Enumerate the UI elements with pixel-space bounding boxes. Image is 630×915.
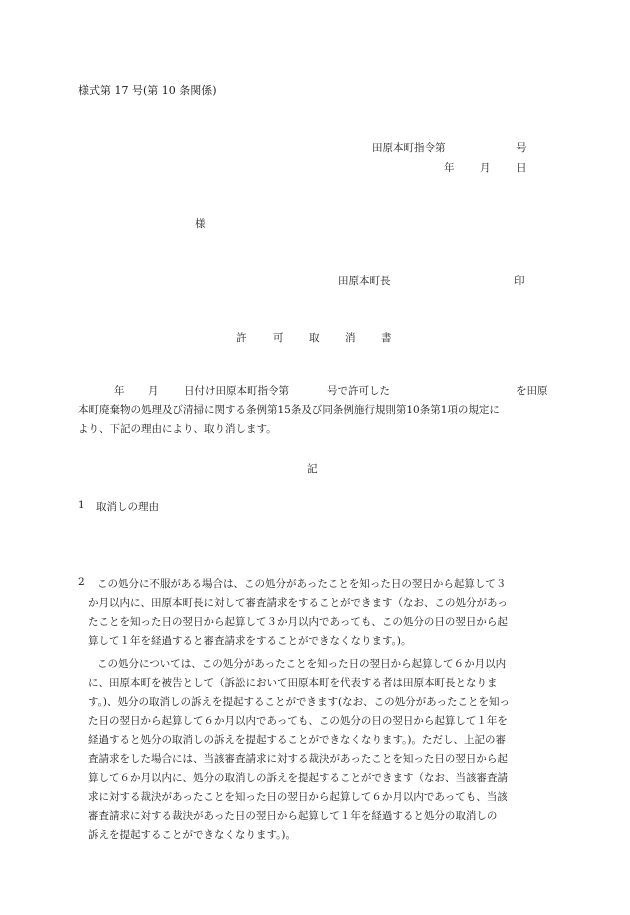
date-day-label: 日 [516, 162, 527, 174]
intro-permit-text: 号で許可した [327, 385, 390, 397]
title-char: 許 [236, 332, 247, 344]
section-2-line: か月以内に、田原本町長に対して審査請求をすることができます（なお、この処分があっ [88, 597, 508, 609]
title-char: 消 [345, 332, 356, 344]
reference-number-suffix: 号 [516, 142, 527, 154]
intro-date-ref: 日付け田原本町指令第 [184, 385, 289, 397]
section-2-line: この処分に不服がある場合は、この処分があったことを知った日の翌日から起算して３ [97, 578, 507, 590]
intro-continuation: を田原 [516, 385, 548, 397]
form-label: 様式第 17 号(第 10 条関係) [78, 84, 217, 97]
section-2-line: 査請求をした場合には、当該審査請求に対する裁決があったことを知った日の翌日から起 [88, 753, 508, 765]
section-2-line: す。)、処分の取消しの訴えを提起することができます(なお、この処分があったことを知っ [88, 696, 510, 708]
ki-heading: 記 [307, 463, 318, 475]
recipient-honorific: 様 [195, 218, 206, 230]
title-char: 可 [273, 332, 284, 344]
intro-month: 月 [148, 385, 159, 397]
section-2-line: 審査請求に対する裁決があった日の翌日から起算して１年を経過すると処分の取消しの [88, 810, 498, 822]
section-1-title: 取消しの理由 [96, 501, 159, 513]
seal-mark: 印 [514, 275, 525, 287]
section-2-line: た日の翌日から起算して６か月以内であっても、この処分の日の翌日から起算して１年を [88, 715, 508, 727]
section-2-line: たことを知った日の翌日から起算して３か月以内であっても、この処分の日の翌日から起 [88, 616, 508, 628]
title-char: 書 [381, 332, 392, 344]
title-char: 取 [309, 332, 320, 344]
intro-line-2: 本町廃棄物の処理及び清掃に関する条例第15条及び同条例施行規則第10条第1項の規定に [78, 404, 500, 416]
issuer-name: 田原本町長 [338, 275, 391, 287]
section-2-line: 算して６か月以内に、処分の取消しの訴えを提起することができます（なお、当該審査請 [88, 772, 508, 784]
section-2-line: 算して１年を経過すると審査請求をすることができなくなります。)。 [88, 635, 412, 647]
section-2-line: 経過すると処分の取消しの訴えを提起することができなくなります。)。ただし、上記の審 [88, 734, 507, 746]
date-month-label: 月 [480, 162, 491, 174]
section-2-line: に、田原本町を被告として（訴訟において田原本町を代表する者は田原本町長となりま [88, 677, 498, 689]
section-2-number: 2 [78, 576, 85, 588]
intro-line-3: より、下記の理由により、取り消します。 [78, 423, 277, 435]
intro-year: 年 [114, 385, 125, 397]
section-2-line: この処分については、この処分があったことを知った日の翌日から起算して６か月以内 [97, 658, 507, 670]
date-year-label: 年 [444, 162, 455, 174]
section-2-line: 求に対する裁決があったことを知った日の翌日から起算して６か月以内であっても、当該 [88, 791, 508, 803]
section-2-line: 訴えを提起することができなくなります。)。 [88, 829, 297, 841]
reference-number-prefix: 田原本町指令第 [372, 142, 446, 154]
section-1-number: 1 [78, 499, 85, 511]
